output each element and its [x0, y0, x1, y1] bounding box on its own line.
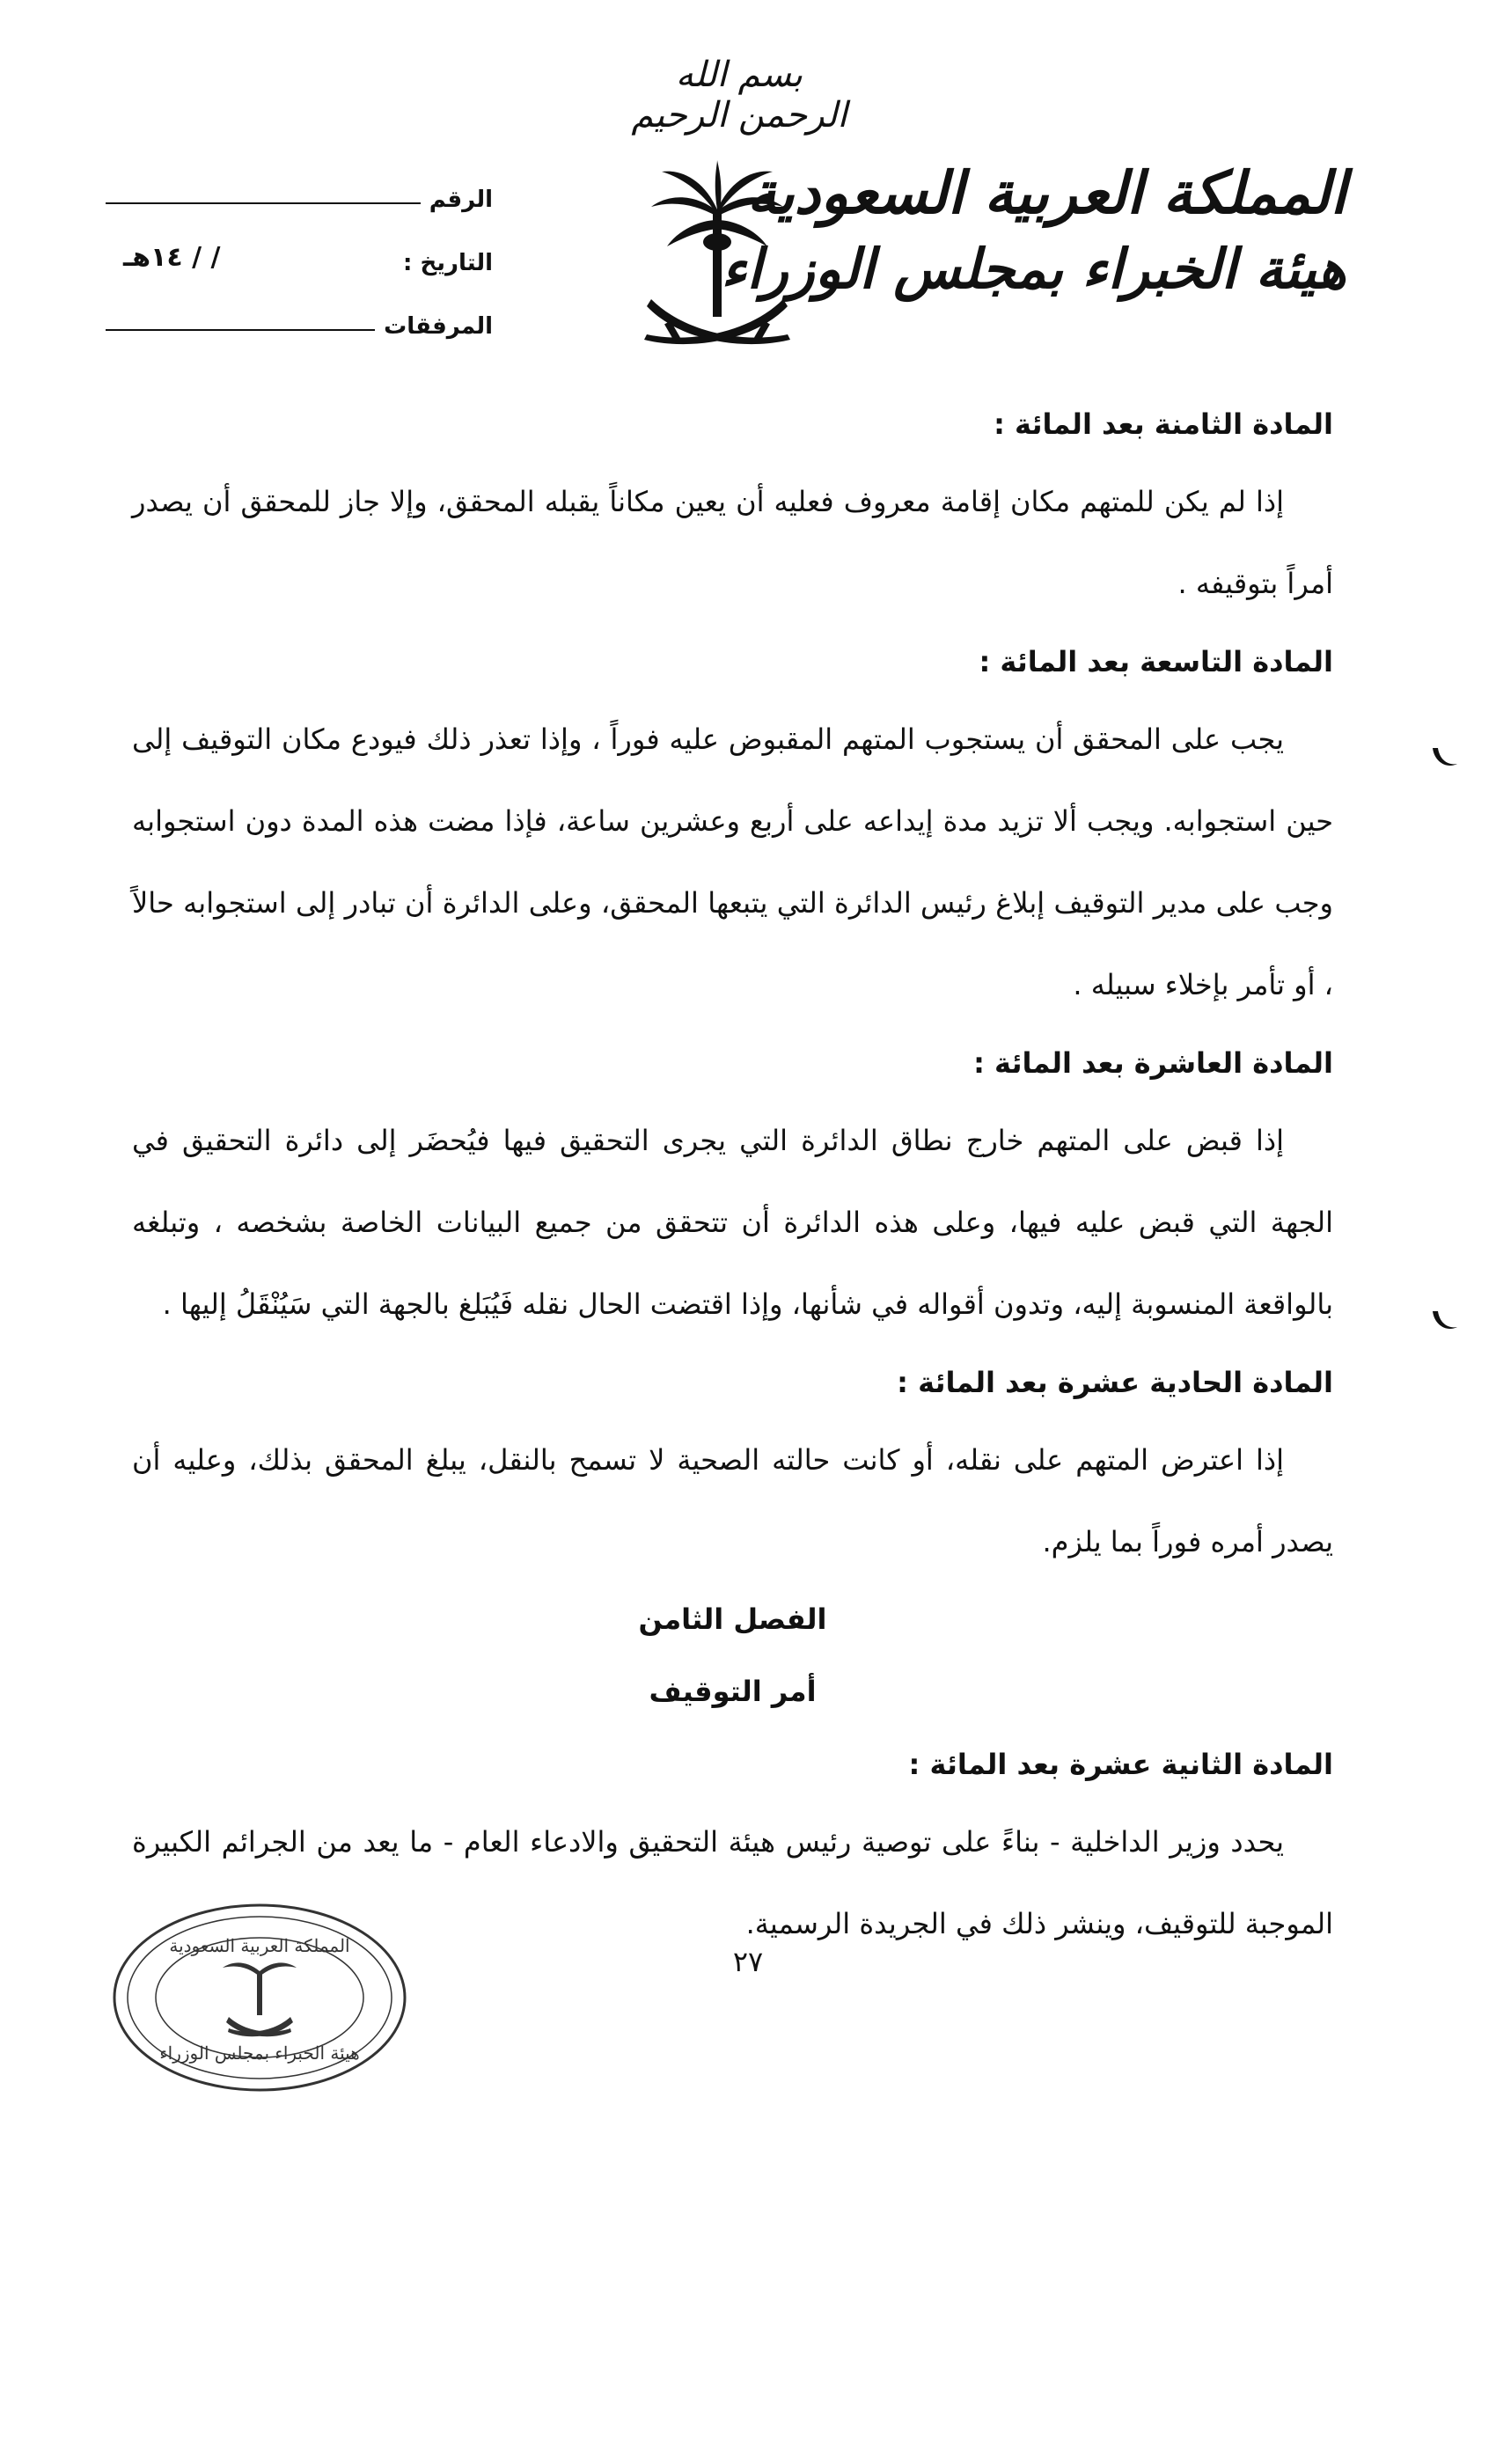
crescent-margin-mark-icon [1426, 1302, 1461, 1338]
org-name-line2: هيئة الخبراء بمجلس الوزراء [721, 237, 1346, 301]
date-label: التاريخ : [403, 250, 493, 276]
article-109-heading: المادة التاسعة بعد المائة : [979, 645, 1333, 678]
chapter-subtitle: أمر التوقيف [649, 1675, 817, 1708]
organization-header [721, 154, 1346, 307]
article-108-heading: المادة الثامنة بعد المائة : [994, 407, 1333, 441]
official-stamp-icon [110, 1901, 409, 2094]
seal-line2: هيئة الخبراء بمجلس الوزراء [159, 2042, 360, 2064]
date-row [106, 213, 493, 276]
article-111-heading: المادة الحادية عشرة بعد المائة : [897, 1366, 1333, 1399]
page-number: ٢٧ [732, 1945, 764, 1978]
attachments-line [106, 327, 375, 331]
crescent-margin-mark-icon [1426, 739, 1461, 774]
date-value: ١٤هـ / / [123, 242, 221, 273]
article-111-body: إذا اعترض المتهم على نقله، أو كانت حالته الصحية لا تسمح بالنقل، يبلغ المحقق بذلك، وعليه أن يصدر أمره فوراً بما يلزم. [132, 1443, 1333, 1558]
reference-label: الرقم [429, 187, 493, 213]
article-110-heading: المادة العاشرة بعد المائة : [973, 1046, 1333, 1080]
reference-row [106, 150, 493, 213]
article-112-body: يحدد وزير الداخلية - بناءً على توصية رئيس هيئة التحقيق والادعاء العام - ما يعد من الجرائم الكبيرة الموجبة للتوقيف، وينشر ذلك في الجريدة الرسمية. [132, 1825, 1333, 1940]
reference-block [106, 150, 493, 340]
reference-line [106, 201, 421, 204]
document-body [132, 387, 1333, 1965]
article-112-heading: المادة الثانية عشرة بعد المائة : [908, 1748, 1333, 1781]
attachments-label: المرفقات [384, 313, 493, 340]
seal-line1: المملكة العربية السعودية [169, 1935, 350, 1956]
basmala: بسم الله الرحمن الرحيم [631, 55, 847, 136]
article-108-body: إذا لم يكن للمتهم مكان إقامة معروف فعليه أن يعين مكاناً يقبله المحقق، وإلا جاز للمحقق أن يصدر أمراً بتوقيفه . [132, 485, 1333, 600]
org-name-line1: المملكة العربية السعودية [746, 158, 1346, 227]
attachments-row [106, 276, 493, 340]
article-110-body: إذا قبض على المتهم خارج نطاق الدائرة التي يجرى التحقيق فيها فيُحضَر إلى دائرة التحقيق في الجهة التي قبض عليه فيها، وعلى هذه الدائرة أن تتحقق من جميع البيانات الخاصة بشخصه ، وتبلغه بالواقعة المنسوبة إليه، وتدون أقواله في شأنها، وإذا اقتضت الحال نقله فَيُبَلغ بالجهة التي سَيُنْقَلُ إليها . [132, 1124, 1333, 1321]
article-109-body: يجب على المحقق أن يستجوب المتهم المقبوض عليه فوراً ، وإذا تعذر ذلك فيودع مكان التوقيف إلى حين استجوابه. ويجب ألا تزيد مدة إيداعه على أربع وعشرين ساعة، فإذا مضت هذه المدة دون استجوابه وجب على مدير التوقيف إبلاغ رئيس الدائرة التي يتبعها المحقق، وعلى الدائرة أن تبادر إلى استجوابه حالاً ، أو تأمر بإخلاء سبيله . [132, 722, 1333, 1001]
chapter-title: الفصل الثامن [638, 1602, 827, 1636]
